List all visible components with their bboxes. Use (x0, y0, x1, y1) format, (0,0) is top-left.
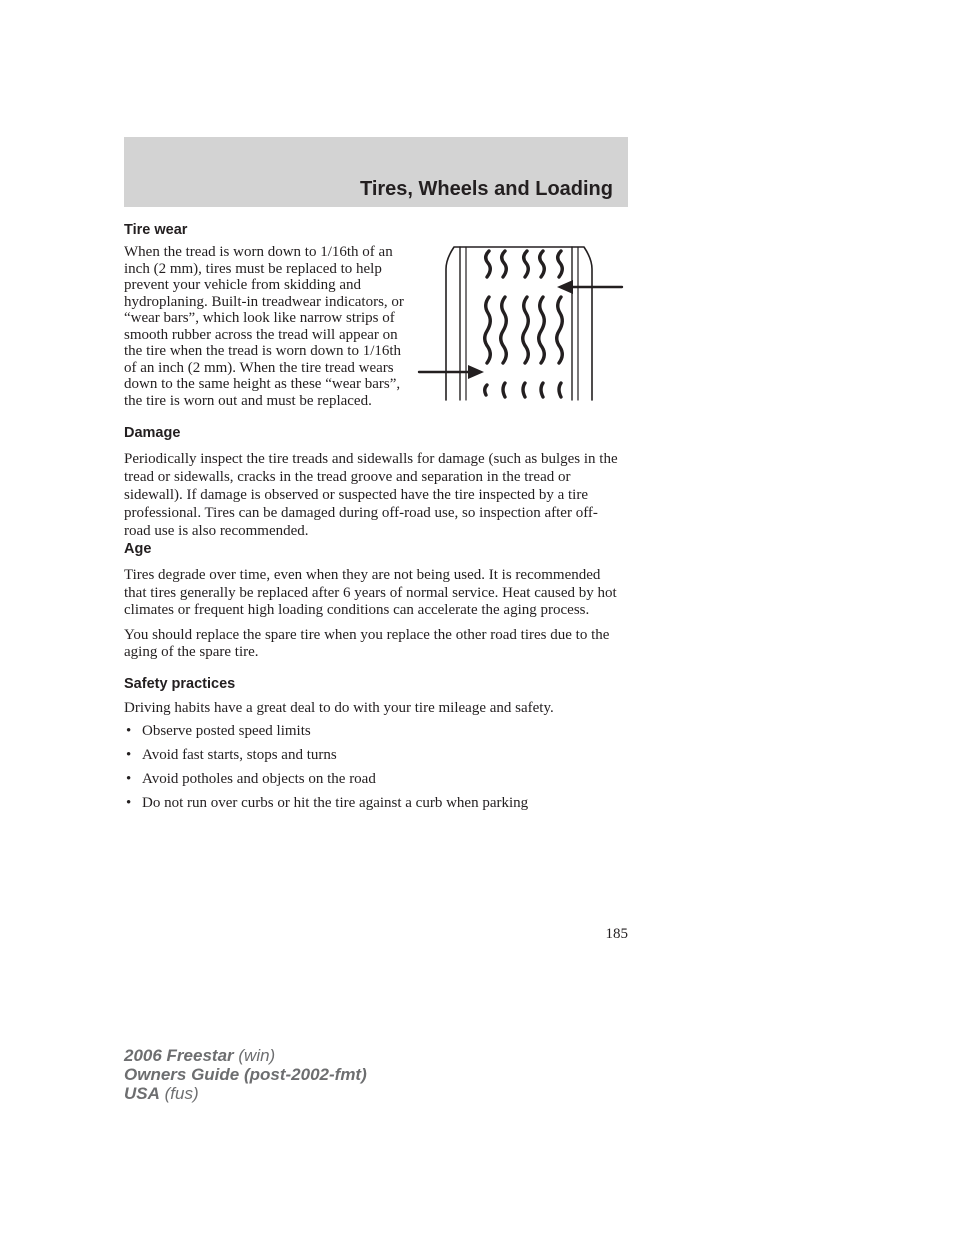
list-item (124, 771, 621, 788)
page-number: 185 (605, 926, 628, 942)
bullet-glyph: • (126, 723, 132, 739)
list-item (124, 723, 621, 740)
footer-line-3 (124, 1084, 367, 1103)
tire-outline (446, 247, 592, 400)
tire-wear-paragraph: When the tread is worn down to 1/16th of an inch (2 mm), tires must be replaced to help prevent your vehicle from skidding and hydroplaning. Built-in treadwear indicators, or “wear bars”, which look like narrow strips of smooth rubber across the tread will appear on the tire when the tread is worn down to 1/16th of an inch (2 mm). When the tire tread wears down to the same height as these “wear bars”, the tire is worn out and must be replaced. (124, 244, 404, 409)
footer-market: USA (124, 1084, 160, 1103)
bullet-glyph: • (126, 747, 132, 763)
list-item-text: Avoid potholes and objects on the road (142, 771, 376, 787)
wear-bar-arrowhead-left (468, 365, 484, 379)
tire-wear-bar-illustration (417, 241, 631, 401)
damage-paragraph: Periodically inspect the tire treads and sidewalls for damage (such as bulges in the tread or sidewalls, cracks in the tread groove and separation in the tread or sidewall). If damage is observed or suspected have the tire inspected by a tire professional. Tires can be damaged during off-road use, so inspection after off-road use is also recommended. (124, 451, 618, 539)
header-band (124, 137, 628, 207)
wear-bar-arrowhead-right (557, 280, 573, 294)
safety-practices-list (124, 723, 621, 812)
document-footer (124, 1046, 367, 1103)
footer-line-1 (124, 1046, 367, 1065)
list-item-text: Avoid fast starts, stops and turns (142, 747, 337, 763)
bullet-glyph: • (126, 771, 132, 787)
page-content (124, 221, 621, 812)
bullet-glyph: • (126, 795, 132, 811)
footer-model: 2006 Freestar (124, 1046, 234, 1065)
tread-groove (485, 251, 563, 397)
list-item (124, 795, 621, 812)
age-heading: Age (124, 541, 152, 557)
age-paragraph-2: You should replace the spare tire when you replace the other road tires due to the aging of the spare tire. (124, 626, 610, 660)
tire-wear-heading: Tire wear (124, 222, 188, 238)
footer-line-2 (124, 1065, 367, 1084)
damage-heading: Damage (124, 425, 181, 441)
safety-practices-heading: Safety practices (124, 675, 236, 692)
footer-market-code: (fus) (164, 1084, 199, 1103)
list-item (124, 747, 621, 764)
chapter-title: Tires, Wheels and Loading (359, 178, 613, 200)
footer-guide: Owners Guide (post-2002-fmt) (124, 1065, 367, 1084)
age-paragraph-1: Tires degrade over time, even when they are not being used. It is recommended that tires generally be replaced after 6 years of normal service. Heat caused by hot climates or frequent high loading conditions can accelerate the aging process. (124, 567, 617, 618)
list-item-text: Do not run over curbs or hit the tire against a curb when parking (142, 795, 529, 811)
list-item-text: Observe posted speed limits (142, 723, 311, 739)
safety-intro-paragraph: Driving habits have a great deal to do with your tire mileage and safety. (124, 699, 554, 716)
footer-model-code: (win) (238, 1046, 276, 1065)
